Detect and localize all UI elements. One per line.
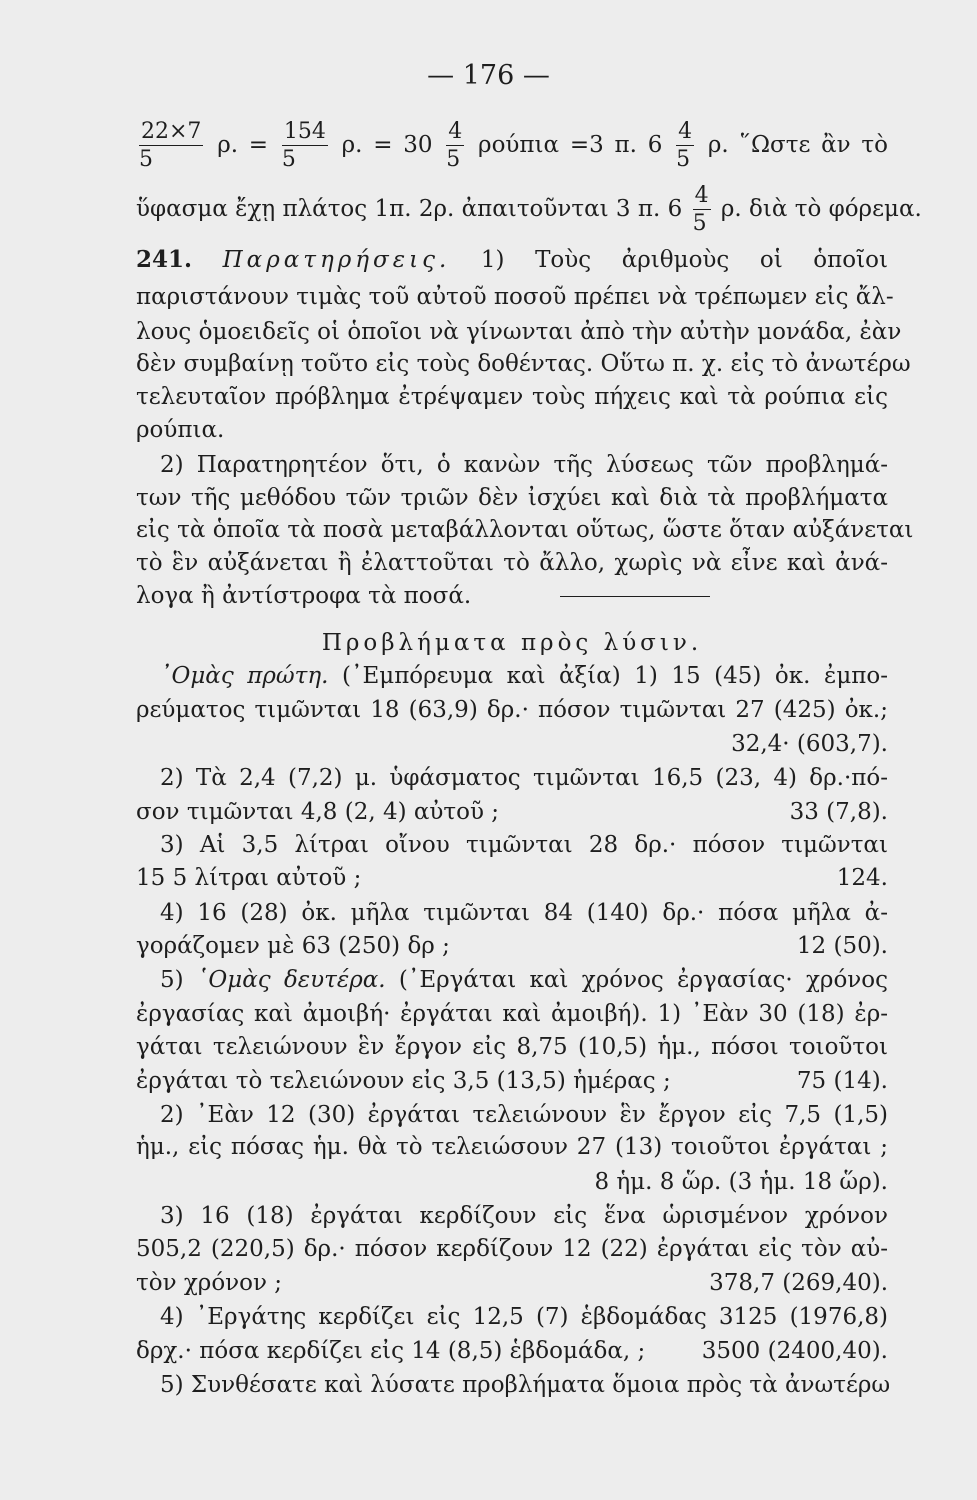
text-line: ρούπια. [136, 417, 225, 443]
group-title: ῾Ομὰς δευτέρα. [196, 967, 386, 993]
fraction: $\frac{22\times 7}{5}$ [139, 119, 202, 172]
answer: 3500 (2400,40). [701, 1338, 888, 1364]
text-line: 5) ῾Ομὰς δευτέρα. (᾿Εργάται καὶ χρόνος ἐργασίας· χρόνος [160, 967, 888, 993]
text-line: λογα ἢ ἀντίστροφα τὰ ποσά. [136, 583, 472, 609]
text-line: ὕφασμα ἔχῃ πλάτος 1π. 2ρ. ἀπαιτοῦνται 3 π. 6 $\frac{4}{5}$ ρ. διὰ τὸ φόρεμα. [136, 183, 922, 236]
text-line: 2) Παρατηρητέον ὅτι, ὁ κανὼν τῆς λύσεως τῶν προβλημά- [160, 452, 888, 478]
page-number: — 176 — [427, 60, 550, 91]
answer: 378,7 (269,40). [709, 1270, 888, 1296]
answer: 8 ἡμ. 8 ὥρ. (3 ἡμ. 18 ὥρ). [594, 1169, 888, 1195]
text-line: παριστάνουν τιμὰς τοῦ αὐτοῦ ποσοῦ πρέπει νὰ τρέπωμεν εἰς ἄλ- [136, 284, 894, 310]
text-line: γάται τελειώνουν ἓν ἔργον εἰς 8,75 (10,5) ἡμ., πόσοι τοιοῦτοι [136, 1034, 888, 1060]
answer: 12 (50). [796, 933, 888, 959]
fraction: $\frac{4}{5}$ [692, 183, 709, 236]
section-number: 241. [136, 246, 193, 273]
answer: 75 (14). [796, 1068, 888, 1094]
text-line: δρχ.· πόσα κερδίζει εἰς 14 (8,5) ἑβδομάδα, ; 3500 (2400,40). [136, 1335, 888, 1367]
text-line: 5) Συνθέσατε καὶ λύσατε προβλήματα ὅμοια πρὸς τὰ ἀνωτέρω [160, 1372, 891, 1398]
group-title: ᾿Ομὰς πρώτη. [160, 663, 329, 689]
section-241-line: 241. Παρατηρήσεις. 1) Τοὺς ἀριθμοὺς οἱ ὁποῖοι [136, 246, 888, 273]
text-line: ἐργάται τὸ τελειώνουν εἰς 3,5 (13,5) ἡμέρας ; 75 (14). [136, 1065, 888, 1097]
text-line: 2) ᾿Εὰν 12 (30) ἐργάται τελειώνουν ἓν ἔργον εἰς 7,5 (1,5) [160, 1102, 888, 1128]
formula-line: $\frac{22\times 7}{5}$ ρ. = $\frac{154}{5}$ ρ. = 30 $\frac{4}{5}$ ρούπια =3 π. 6 $\frac{4}{5}$ ρ. ῞Ωστε ἂν τὸ [139, 119, 888, 172]
text-line: 4) ᾿Εργάτης κερδίζει εἰς 12,5 (7) ἑβδομάδας 3125 (1976,8) [160, 1304, 888, 1330]
text-line: τὸ ἓν αὐξάνεται ἢ ἐλαττοῦται τὸ ἄλλο, χωρὶς νὰ εἶνε καὶ ἀνά- [136, 550, 888, 576]
text-line: ἡμ., εἰς πόσας ἡμ. θὰ τὸ τελειώσουν 27 (13) τοιοῦτοι ἐργάται ; [136, 1134, 888, 1160]
text-line: λους ὁμοειδεῖς οἱ ὁποῖοι νὰ γίνωνται ἀπὸ τὴν αὐτὴν μονάδα, ἐὰν [136, 319, 902, 345]
fraction: $\frac{154}{5}$ [281, 119, 326, 172]
fraction: $\frac{4}{5}$ [446, 119, 463, 172]
text-line: 4) 16 (28) ὀκ. μῆλα τιμῶνται 84 (140) δρ.· πόσα μῆλα ἀ- [160, 900, 888, 926]
text-line: ᾿Ομὰς πρώτη. (᾿Εμπόρευμα καὶ ἀξία) 1) 15 (45) ὀκ. ἐμπο- [160, 663, 888, 689]
answer: 32,4· (603,7). [731, 731, 888, 757]
answer: 124. [836, 865, 888, 891]
text-line: 3) 16 (18) ἐργάται κερδίζουν εἰς ἕνα ὡρισμένον χρόνον [160, 1203, 888, 1229]
text-line: 2) Τὰ 2,4 (7,2) μ. ὑφάσματος τιμῶνται 16,5 (23, 4) δρ.·πό- [160, 765, 888, 791]
text-line: ρεύματος τιμῶνται 18 (63,9) δρ.· πόσον τιμῶνται 27 (425) ὀκ.; [136, 697, 888, 723]
fraction: $\frac{4}{5}$ [676, 119, 693, 172]
text-line: τὸν χρόνον ; 378,7 (269,40). [136, 1267, 888, 1299]
text-line: ἐργασίας καὶ ἀμοιβή· ἐργάται καὶ ἀμοιβή). 1) ᾿Εὰν 30 (18) ἐρ- [136, 1001, 888, 1027]
text-line: σον τιμῶνται 4,8 (2, 4) αὐτοῦ ; 33 (7,8). [136, 796, 888, 828]
problems-heading: Προβλήματα πρὸς λύσιν. [321, 630, 703, 656]
text-line: 15 5 λίτραι αὐτοῦ ; 124. [136, 862, 888, 894]
text-line: 505,2 (220,5) δρ.· πόσον κερδίζουν 12 (22) ἐργάται εἰς τὸν αὐ- [136, 1236, 888, 1262]
text-line: 3) Αἱ 3,5 λίτραι οἴνου τιμῶνται 28 δρ.· πόσον τιμῶνται [160, 832, 888, 858]
text-line: τελευταῖον πρόβλημα ἐτρέψαμεν τοὺς πήχεις καὶ τὰ ρούπια εἰς [136, 384, 888, 410]
text-line: εἰς τὰ ὁποῖα τὰ ποσὰ μεταβάλλονται οὕτως, ὥστε ὅταν αὐξάνεται [136, 517, 914, 543]
divider [560, 596, 710, 597]
answer: 33 (7,8). [789, 799, 888, 825]
text-line: δὲν συμβαίνῃ τοῦτο εἰς τοὺς δοθέντας. Οὕτω π. χ. εἰς τὸ ἀνωτέρω [136, 351, 911, 377]
text-line: γοράζομεν μὲ 63 (250) δρ ; 12 (50). [136, 930, 888, 962]
text-line: των τῆς μεθόδου τῶν τριῶν δὲν ἰσχύει καὶ διὰ τὰ προβλήματα [136, 485, 888, 511]
section-title: Παρατηρήσεις. [222, 247, 451, 273]
